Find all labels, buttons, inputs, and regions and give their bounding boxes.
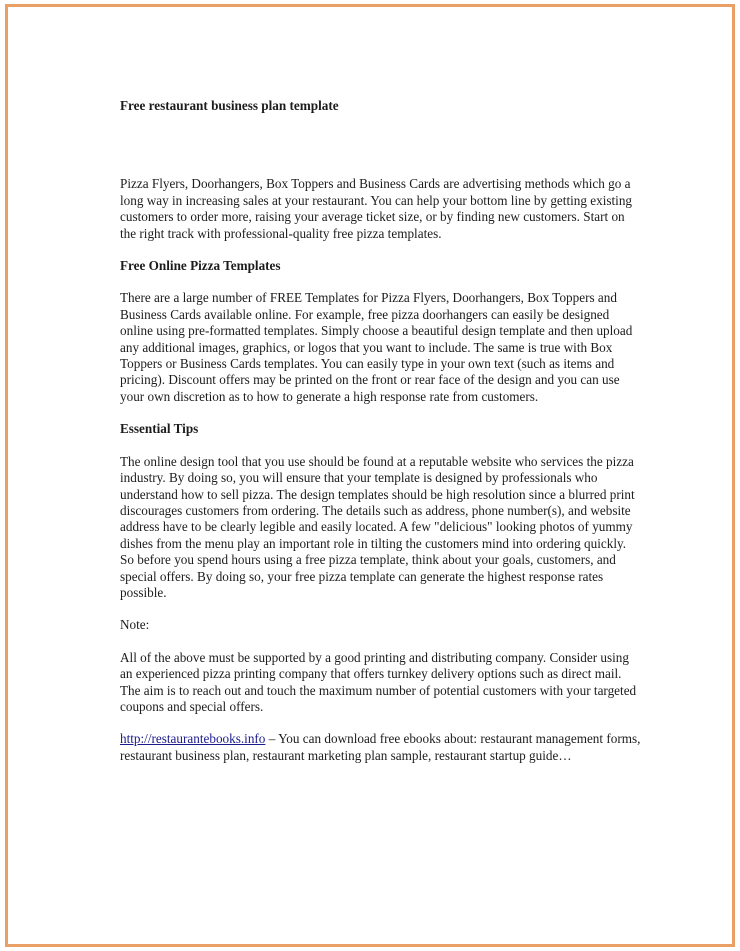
spacer — [120, 242, 642, 258]
document-content — [120, 98, 642, 764]
resource-description: – You can download free ebooks about: restaurant management forms, restaurant business plan, restaurant marketing plan sample, restaurant startup guide… — [120, 731, 641, 763]
spacer — [120, 114, 642, 176]
spacer — [120, 438, 642, 454]
section-heading-tips: Essential Tips — [120, 421, 199, 437]
note-paragraph: All of the above must be supported by a good printing and distributing company. Consider using an experienced pizza printing company that offers turnkey delivery options such as direct mail. The aim is to reach out and touch the maximum number of potential customers with your targeted coupons and special offers. — [120, 649, 637, 714]
intro-paragraph: Pizza Flyers, Doorhangers, Box Toppers and Business Cards are advertising methods which go a long way in increasing sales at your restaurant. You can help your bottom line by getting existing customers to order more, raising your average ticket size, or by finding new customers. Start on the right track with professional-quality free pizza templates. — [120, 176, 633, 241]
tips-paragraph: The online design tool that you use should be found at a reputable website who services the pizza industry. By doing so, you will ensure that your template is designed by professionals who understand how to sell pizza. The design templates should be high resolution since a blurred print discourages customers from ordering. The details such as address, phone number(s), and website address have to be clearly legible and easily located. A few "delicious" looking photos of yummy dishes from the menu play an important role in tilting the customers mind into ordering quickly. So before you spend hours using a free pizza template, think about your goals, customers, and special offers. By doing so, your free pizza template can generate the highest response rates possible. — [120, 453, 635, 600]
resource-paragraph — [120, 731, 642, 764]
spacer — [120, 601, 642, 617]
restaurant-ebooks-link[interactable]: http://restaurantebooks.info — [120, 731, 266, 747]
section-heading-templates: Free Online Pizza Templates — [120, 258, 281, 274]
spacer — [120, 715, 642, 731]
page-frame — [5, 4, 735, 947]
spacer — [120, 274, 642, 290]
spacer — [120, 405, 642, 421]
templates-paragraph: There are a large number of FREE Templates for Pizza Flyers, Doorhangers, Box Toppers and Business Cards available online. For example, free pizza doorhangers can easily be designed online using pre-formatted templates. Simply choose a beautiful design template and then upload any additional images, graphics, or logos that you want to include. The same is true with Box Toppers or Business Cards templates. You can easily type in your own text (such as items and pricing). Discount offers may be printed on the front or rear face of the design and you can use your own discretion as to how to generate a high response rate from customers. — [120, 290, 633, 404]
spacer — [120, 634, 642, 650]
document-title: Free restaurant business plan template — [120, 98, 339, 113]
note-label: Note: — [120, 617, 150, 633]
